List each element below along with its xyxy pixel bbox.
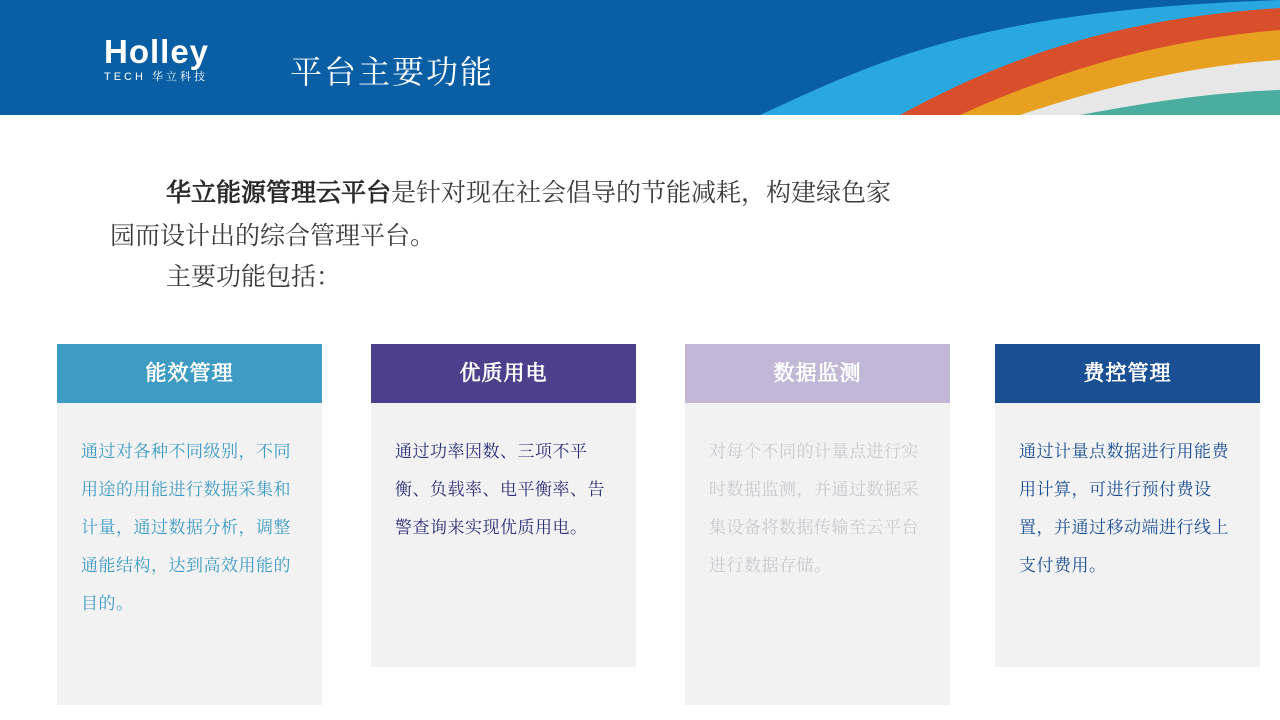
intro-line-1 — [110, 172, 1120, 213]
feature-card-fee-control[interactable] — [995, 344, 1260, 667]
page-title: 平台主要功能 — [290, 53, 495, 91]
platform-name: 华立能源管理云平台 — [166, 178, 392, 207]
feature-card-energy-efficiency[interactable] — [57, 344, 322, 705]
card-title-0: 能效管理 — [57, 344, 322, 403]
logo-wordmark: Holley — [104, 33, 210, 70]
card-body-3: 通过计量点数据进行用能费用计算，可进行预付费设置，并通过移动端进行线上支付费用。 — [995, 403, 1260, 667]
card-body-2: 对每个不同的计量点进行实时数据监测，并通过数据采集设备将数据传输至云平台进行数据存储。 — [685, 403, 950, 705]
intro-paragraph — [110, 172, 1120, 297]
card-body-1: 通过功率因数、三项不平衡、负载率、电平衡率、告警查询来实现优质用电。 — [371, 403, 636, 667]
intro-line-3-text: 主要功能包括： — [166, 262, 342, 291]
card-title-3: 费控管理 — [995, 344, 1260, 403]
logo-subtitle: TECH 华立科技 — [104, 71, 208, 83]
feature-card-data-monitoring[interactable] — [685, 344, 950, 705]
holley-logo — [104, 33, 264, 84]
intro-line-2: 园而设计出的综合管理平台。 — [110, 221, 436, 250]
card-title-1: 优质用电 — [371, 344, 636, 403]
slide-header — [0, 0, 1280, 115]
intro-line-3 — [110, 256, 1120, 297]
feature-cards — [57, 344, 1257, 674]
card-body-0: 通过对各种不同级别，不同用途的用能进行数据采集和计量，通过数据分析，调整通能结构，达到高效用能的目的。 — [57, 403, 322, 705]
feature-card-quality-power[interactable] — [371, 344, 636, 667]
intro-line-1-rest: 是针对现在社会倡导的节能减耗，构建绿色家 — [391, 178, 892, 207]
card-title-2: 数据监测 — [685, 344, 950, 403]
